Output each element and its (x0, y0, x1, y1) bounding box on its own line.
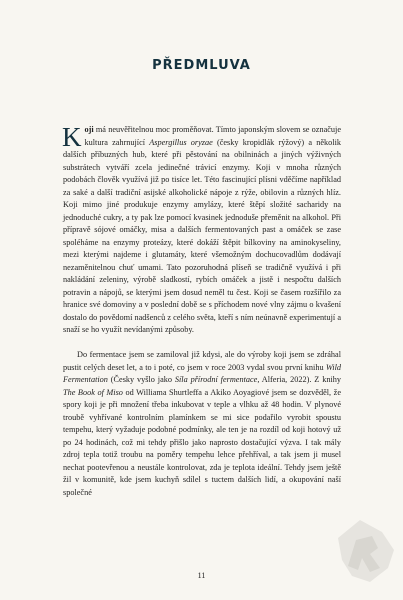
text-run: od Williama Shurtleffa a Akiko Aoyagiové jsem se dozvěděl, že spory koji je při množení třeba inkubovat v teple a vlhku až 48 hodin. V plynové troubě vyhřívané kontrolním plamínkem se mi sice podařilo vyrobit spoustu tempehu, který vyžaduje podobné podmínky, ale ten je na rozdíl od koji hotový už po 24 hodinách, což mi tehdy přišlo jako naprosto dostačující výzva. I tak mály zdroj tepla totiž troubu na poměry tempehu lehce přehříval, a tak jsem ji musel nechat pootevřenou a neustále kontrolovat, zda je teplota ideální. Tehdy jsem ještě žil v komunitě, kde jsem kuchyň sdílel s tuctem dalších lidí, a okupování naší společné (63, 387, 341, 497)
body-text (63, 124, 341, 499)
lead-word: oji (84, 125, 94, 134)
book-title: Síla přírodní fermentace (174, 375, 258, 384)
text-run: (Česky vyšlo jako (107, 375, 175, 384)
text-run: , Alferia, 2022). Z knihy (257, 375, 341, 384)
page-number: 11 (197, 571, 206, 580)
paragraph-1 (63, 124, 341, 337)
book-title: The Book of Miso (63, 387, 123, 397)
paragraph-2 (63, 349, 341, 499)
text-run: (česky kropidlák rýžový) a několik dalších příbuzných hub, které při pěstování na obilninách a jiných výživných substrátech vytváří zcela jedinečné trávicí enzymy. Koji v mnoha různých podobách člověk využívá již po tisíce let. Této fascinující plísni vděčíme například za saké a další tradiční asijské alkoholické nápoje z rýže, obilovin a různých hlíz. Koji mimo jiné produkuje enzymy amylázy, které štěpí složité sacharidy na jednoduché cukry, a ty pak lze pomocí kvasinek jednoduše přeměnit na alkohol. Při přípravě sójové omáčky, misa a dalších fermentovaných past a omáček se zase spoléháme na enzymy proteázy, které dokáží štěpit bílkoviny na aminokyseliny, mezi kterými najdeme i glutamáty, které všemožným dochucovadlům dodávají nezaměnitelnou chuť umami. Tato pozoruhodná plíseň se tradičně využívá i při nakládání zeleniny, výrobě sladkostí, rybích omáček a jistě i nespočtu dalších potravin a nápojů, se kterými jsem dosud neměl tu čest. Koji se časem rozšířilo za hranice své domoviny a v poslední době se s příchodem nové vlny zájmu o kvašení dostalo do povědomí nadšenců z celého světa, kteří s ním neúnavně experimentují a snaží se ho využít nevídanými způsoby. (63, 137, 341, 334)
text-run: Do fermentace jsem se zamiloval již kdysi, ale do výroby koji jsem se zdráhal pustit celých deset let, a to i poté, co jsem v roce 2003 vydal svou první knihu (63, 350, 341, 372)
text-run: má neuvěřitelnou moc proměňovat. Tímto japonským slovem se označuje kultura zahrnující (84, 125, 341, 147)
book-title: Wild Fermentation (63, 362, 341, 384)
latin-name: Aspergillus oryzae (149, 137, 213, 147)
chapter-title: PŘEDMLUVA (152, 58, 251, 73)
drop-cap: K (62, 122, 82, 152)
